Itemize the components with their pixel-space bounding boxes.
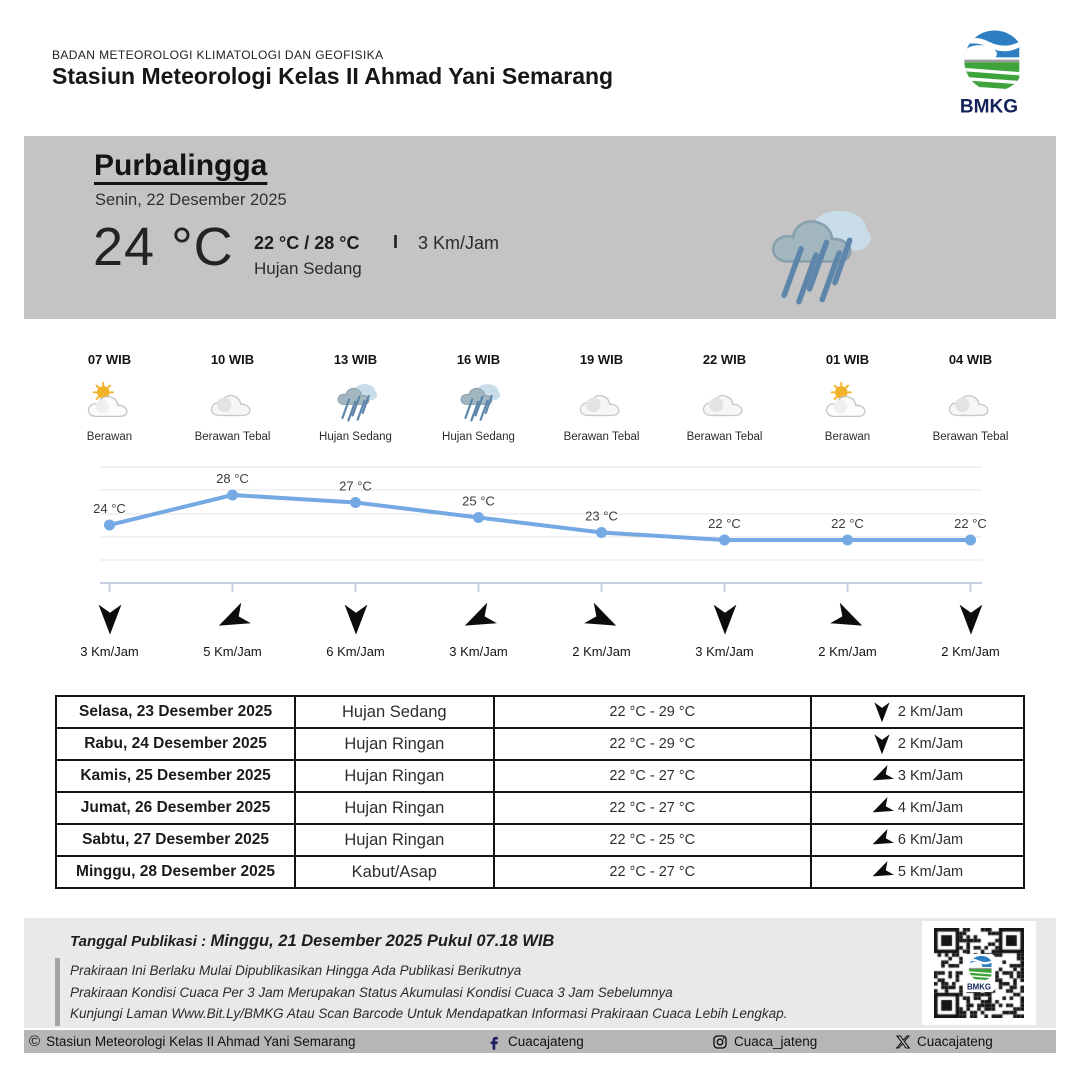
hour-time-label: 10 WIB — [210, 352, 255, 367]
table-row — [56, 728, 1024, 760]
forecast-condition: Kabut/Asap — [295, 856, 493, 888]
forecast-date: Kamis, 25 Desember 2025 — [56, 760, 295, 792]
svg-text:BMKG: BMKG — [959, 96, 1019, 118]
wind-direction-icon — [210, 598, 255, 640]
qr-code-card — [922, 921, 1036, 1025]
wind-direction-icon — [956, 601, 986, 637]
copyright-text: Stasiun Meteorologi Kelas II Ahmad Yani Semarang — [46, 1034, 356, 1049]
publication-date-line — [70, 932, 554, 951]
hourly-forecast-row — [48, 352, 1032, 443]
wind-speed-label: 2 Km/Jam — [897, 704, 964, 720]
daily-forecast-table — [55, 695, 1025, 889]
svg-text:23 °C: 23 °C — [585, 508, 618, 524]
table-row — [56, 856, 1024, 888]
hour-time-label: 16 WIB — [456, 352, 501, 367]
forecast-date: Selasa, 23 Desember 2025 — [56, 696, 295, 728]
forecast-condition: Hujan Ringan — [295, 824, 493, 856]
forecast-wind — [811, 760, 1024, 792]
temperature-chart — [0, 458, 1080, 608]
wind-slot — [294, 601, 417, 659]
city-name: Purbalingga — [94, 149, 268, 182]
forecast-wind — [811, 696, 1024, 728]
current-weather-banner — [24, 136, 1056, 319]
instagram-icon — [712, 1034, 728, 1050]
current-condition: Hujan Sedang — [254, 259, 362, 278]
svg-text:25 °C: 25 °C — [462, 493, 495, 509]
forecast-date: Rabu, 24 Desember 2025 — [56, 728, 295, 760]
wind-speed-label: 2 Km/Jam — [897, 736, 964, 752]
svg-text:BMKG: BMKG — [966, 982, 992, 992]
svg-text:27 °C: 27 °C — [339, 478, 372, 494]
copyright-item — [29, 1030, 356, 1053]
table-row — [56, 792, 1024, 824]
station-title: Stasiun Meteorologi Kelas II Ahmad Yani Semarang — [52, 63, 614, 89]
wind-slot — [171, 601, 294, 659]
wind-speed-label: 6 Km/Jam — [326, 644, 385, 659]
footer-note: Kunjungi Laman Www.Bit.Ly/BMKG Atau Scan Barcode Untuk Mendapatkan Informasi Prakiraan Cuaca Lebih Lengkap. — [70, 1006, 788, 1021]
forecast-condition: Hujan Sedang — [295, 696, 493, 728]
x-handle: Cuacajateng — [917, 1034, 993, 1049]
hour-condition-label: Berawan Tebal — [932, 431, 1009, 443]
moderate-rain-icon — [752, 198, 884, 308]
wind-speed-label: 3 Km/Jam — [897, 768, 964, 784]
hour-condition-label: Berawan — [824, 431, 871, 443]
footer-note: Prakiraan Kondisi Cuaca Per 3 Jam Merupakan Status Akumulasi Kondisi Cuaca 3 Jam Sebelumnya — [70, 984, 673, 1000]
wind-direction-icon — [825, 598, 870, 640]
copyright-icon: © — [29, 1033, 41, 1050]
social-bar — [24, 1030, 1056, 1053]
current-wind-speed: 3 Km/Jam — [418, 233, 500, 253]
weather-icon — [208, 379, 258, 423]
bmkg-logo — [948, 26, 1030, 118]
forecast-temp-range: 22 °C - 27 °C — [494, 760, 812, 792]
wind-direction-icon — [867, 858, 897, 886]
hour-condition-label: Berawan Tebal — [686, 431, 763, 443]
hour-time-label: 13 WIB — [333, 352, 378, 367]
table-row — [56, 760, 1024, 792]
wind-slot — [786, 601, 909, 659]
x-icon — [895, 1034, 911, 1050]
agency-name: BADAN METEOROLOGI KLIMATOLOGI DAN GEOFISIKA — [52, 48, 384, 62]
weather-icon — [946, 379, 996, 423]
footer-notes — [70, 960, 787, 1025]
hourly-slot — [48, 352, 171, 443]
hour-time-label: 22 WIB — [702, 352, 747, 367]
weather-icon — [700, 379, 750, 423]
hour-time-label: 19 WIB — [579, 352, 624, 367]
hour-time-label: 04 WIB — [948, 352, 993, 367]
weather-icon — [85, 379, 135, 423]
x-item — [895, 1030, 993, 1053]
forecast-temp-range: 22 °C - 27 °C — [494, 856, 812, 888]
forecast-condition: Hujan Ringan — [295, 760, 493, 792]
wind-speed-label: 2 Km/Jam — [818, 644, 877, 659]
hourly-slot — [786, 352, 909, 443]
wind-direction-icon — [710, 601, 740, 637]
table-row — [56, 696, 1024, 728]
forecast-condition: Hujan Ringan — [295, 792, 493, 824]
hour-condition-label: Hujan Sedang — [442, 431, 515, 443]
min-max-temperature: 22 °C / 28 °C — [254, 233, 360, 253]
wind-speed-label: 3 Km/Jam — [80, 644, 139, 659]
facebook-icon — [486, 1034, 502, 1050]
wind-slot — [540, 601, 663, 659]
current-temperature: 24 °C — [93, 217, 234, 277]
forecast-wind — [811, 728, 1024, 760]
wind-speed-label: 3 Km/Jam — [695, 644, 754, 659]
forecast-wind — [811, 792, 1024, 824]
wind-slot — [663, 601, 786, 659]
forecast-condition: Hujan Ringan — [295, 728, 493, 760]
svg-text:28 °C: 28 °C — [216, 471, 249, 486]
svg-text:24 °C: 24 °C — [93, 501, 126, 516]
instagram-handle: Cuaca_jateng — [734, 1034, 818, 1049]
wind-speed-label: 6 Km/Jam — [897, 832, 964, 848]
weather-icon — [823, 379, 873, 423]
hour-condition-label: Hujan Sedang — [319, 431, 392, 443]
wind-direction-icon — [456, 598, 501, 640]
notes-accent-bar — [55, 958, 60, 1026]
facebook-handle: Cuacajateng — [508, 1034, 584, 1049]
wind-slot — [417, 601, 540, 659]
wind-forecast-row — [48, 601, 1032, 659]
publication-label: Tanggal Publikasi : — [70, 933, 207, 950]
forecast-wind — [811, 824, 1024, 856]
publication-footer — [24, 918, 1056, 1028]
hourly-slot — [663, 352, 786, 443]
wind-direction-icon — [579, 598, 624, 640]
hourly-slot — [909, 352, 1032, 443]
hourly-slot — [417, 352, 540, 443]
wind-direction-icon — [95, 601, 125, 637]
hour-time-label: 01 WIB — [825, 352, 870, 367]
hourly-slot — [294, 352, 417, 443]
wind-direction-icon — [872, 700, 892, 724]
wind-speed-label: 4 Km/Jam — [897, 800, 964, 816]
footer-note: Prakiraan Ini Berlaku Mulai Dipublikasikan Hingga Ada Publikasi Berikutnya — [70, 963, 522, 978]
hour-condition-label: Berawan Tebal — [194, 431, 271, 443]
wind-speed-label: 5 Km/Jam — [897, 864, 964, 880]
weather-icon — [577, 379, 627, 423]
hour-condition-label: Berawan Tebal — [563, 431, 640, 443]
wind-slot — [909, 601, 1032, 659]
publication-value: Minggu, 21 Desember 2025 Pukul 07.18 WIB — [210, 932, 555, 950]
forecast-temp-range: 22 °C - 29 °C — [494, 728, 812, 760]
bmkg-logo-small — [963, 954, 995, 992]
wind-direction-icon — [872, 732, 892, 756]
instagram-item — [712, 1030, 817, 1053]
forecast-date: Minggu, 28 Desember 2025 — [56, 856, 295, 888]
separator-bar: I — [393, 232, 399, 252]
forecast-date: Jumat, 26 Desember 2025 — [56, 792, 295, 824]
wind-direction-icon — [867, 826, 897, 854]
svg-text:22 °C: 22 °C — [954, 516, 987, 531]
hourly-slot — [540, 352, 663, 443]
hour-condition-label: Berawan — [86, 431, 133, 443]
wind-speed-label: 2 Km/Jam — [572, 644, 631, 659]
weather-icon — [331, 379, 381, 423]
forecast-temp-range: 22 °C - 25 °C — [494, 824, 812, 856]
current-date: Senin, 22 Desember 2025 — [95, 191, 287, 209]
wind-direction-icon — [867, 762, 897, 790]
wind-speed-label: 3 Km/Jam — [449, 644, 508, 659]
forecast-date: Sabtu, 27 Desember 2025 — [56, 824, 295, 856]
hour-time-label: 07 WIB — [87, 352, 132, 367]
wind-direction-icon — [341, 601, 371, 637]
hourly-slot — [171, 352, 294, 443]
weather-icon — [454, 379, 504, 423]
wind-speed-label: 2 Km/Jam — [941, 644, 1000, 659]
forecast-wind — [811, 856, 1024, 888]
table-row — [56, 824, 1024, 856]
wind-slot — [48, 601, 171, 659]
svg-text:22 °C: 22 °C — [708, 516, 741, 531]
svg-text:22 °C: 22 °C — [831, 516, 864, 531]
facebook-item — [486, 1030, 584, 1053]
forecast-temp-range: 22 °C - 27 °C — [494, 792, 812, 824]
wind-direction-icon — [867, 794, 897, 822]
wind-speed-label: 5 Km/Jam — [203, 644, 262, 659]
forecast-temp-range: 22 °C - 29 °C — [494, 696, 812, 728]
